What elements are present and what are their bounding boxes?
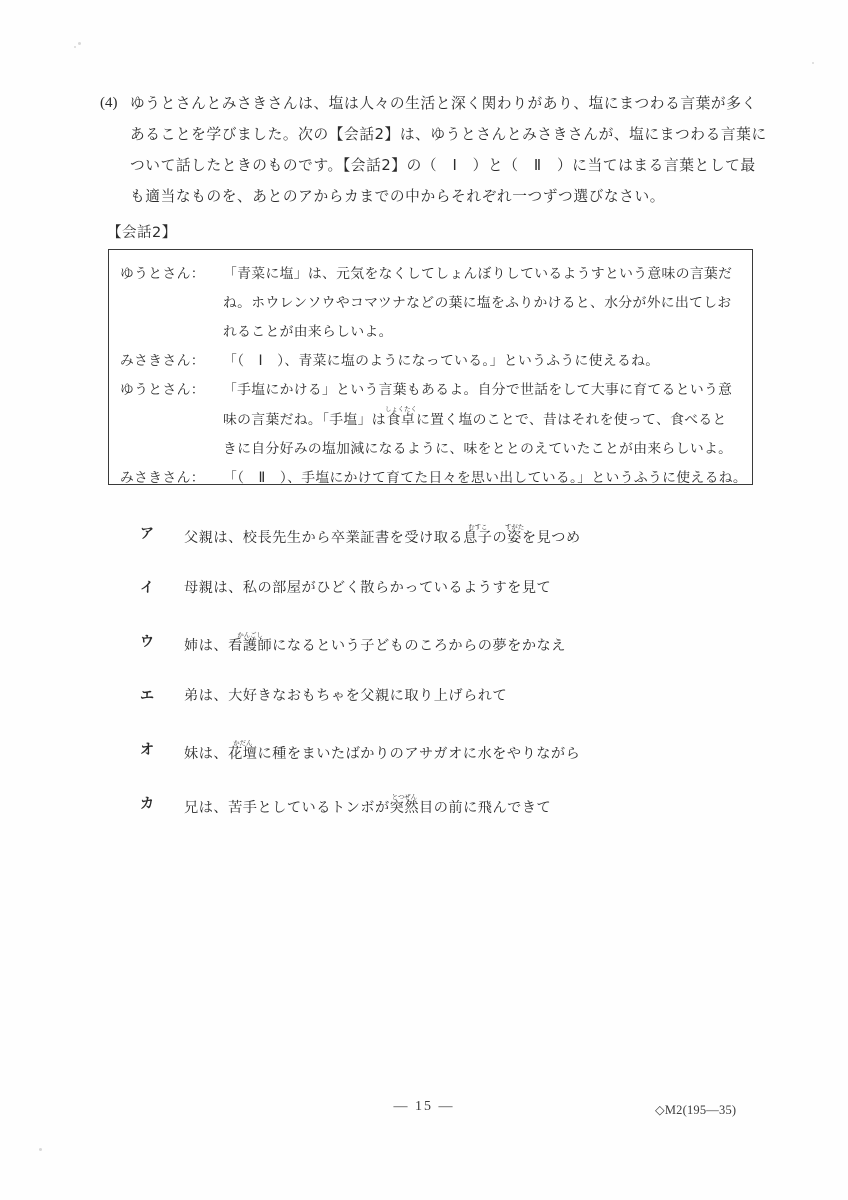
- furigana: すがた: [504, 523, 525, 531]
- choice-text: 母親は、私の部屋がひどく散らかっているようすを見て: [184, 580, 552, 596]
- question-line: [100, 119, 767, 150]
- question-prompt: [100, 88, 767, 212]
- utterance-line: れることが由来らしいよ。: [223, 324, 393, 340]
- indent-spacer: [100, 181, 130, 212]
- speaker-utterance: [223, 260, 742, 347]
- choice-key: イ: [140, 580, 155, 596]
- furigana: とつぜん: [389, 793, 420, 801]
- conversation-content: [109, 250, 752, 493]
- question-line-text: も適当なものを、あとのアからカまでの中からそれぞれ一つずつ選びなさい。: [130, 188, 666, 205]
- choice-key: ウ: [140, 634, 155, 650]
- question-line: [100, 88, 760, 119]
- page-number: ― 15 ―: [393, 1099, 455, 1114]
- choice-key: ア: [140, 526, 155, 542]
- ruby-annotation: 看護師かんごし: [228, 631, 273, 654]
- choice-key: カ: [140, 796, 155, 812]
- question-line-text: ついて話したときのものです。【会話2】の（ Ⅰ ）と（ Ⅱ ）に当てはまる言葉として最: [130, 157, 756, 174]
- indent-spacer: [100, 119, 130, 150]
- indent-spacer: [100, 150, 130, 181]
- conversation-turn: [120, 260, 742, 347]
- choice-text: 姉は、看護師かんごしになるという子どものころからの夢をかなえ: [184, 631, 566, 654]
- scan-speck: [74, 46, 76, 48]
- question-number: (4): [100, 95, 118, 111]
- utterance-line: 「手塩にかける」という言葉もあるよ。自分で世話をして大事に育てるという意: [223, 382, 733, 398]
- answer-choice[interactable]: [140, 685, 760, 739]
- choice-text: 父親は、校長先生から卒業証書を受け取る息子むすこの姿すがたを見つめ: [184, 523, 581, 546]
- form-code: ◇M2(195―35): [655, 1103, 737, 1117]
- answer-choice-list: [140, 523, 760, 847]
- conversation-label: 【会話2】: [107, 225, 177, 241]
- utterance-line-ruby: 味の言葉だね。「手塩」は食卓しょくたくに置く塩のことで、昔はそれを使って、食べると: [223, 405, 727, 428]
- ruby-annotation: 食卓しょくたく: [384, 405, 417, 428]
- scan-speck: [78, 42, 81, 45]
- ruby-annotation: 突然とつぜん: [389, 793, 420, 816]
- question-line-text: ゆうとさんとみさきさんは、塩は人々の生活と深く関わりがあり、塩にまつわる言葉が多く: [130, 95, 757, 112]
- choice-key: エ: [140, 688, 155, 704]
- furigana: しょくたく: [384, 405, 417, 413]
- furigana: かだん: [228, 739, 258, 747]
- choice-text: 弟は、大好きなおもちゃを父親に取り上げられて: [184, 688, 508, 704]
- ruby-annotation: 花壇かだん: [228, 739, 258, 762]
- utterance-line: 「（ Ⅱ ）、手塩にかけて育てた日々を思い出している。」というふうに使えるね。: [223, 470, 748, 486]
- scan-speck: [39, 1148, 42, 1151]
- conversation-box: [108, 249, 753, 485]
- scan-speck: [812, 62, 814, 64]
- choice-key: オ: [140, 742, 155, 758]
- conversation-turn: [120, 376, 742, 464]
- ruby-annotation: 姿すがた: [504, 523, 525, 546]
- answer-choice[interactable]: [140, 577, 760, 631]
- speaker-utterance: [223, 464, 747, 493]
- utterance-line: きに自分好みの塩加減になるように、味をととのえていたことが由来らしいよ。: [223, 441, 733, 457]
- speaker-utterance: [223, 376, 742, 464]
- answer-choice[interactable]: [140, 523, 760, 577]
- furigana: むすこ: [463, 523, 493, 531]
- ruby-annotation: 息子むすこ: [463, 523, 493, 546]
- question-line: [100, 181, 760, 212]
- utterance-line: 「青菜に塩」は、元気をなくしてしょんぼりしているようすという意味の言葉だ: [223, 266, 733, 282]
- speaker-utterance: [223, 347, 742, 376]
- choice-text: 兄は、苦手としているトンボが突然とつぜん目の前に飛んできて: [184, 793, 552, 816]
- speaker-name: みさきさん：: [120, 470, 205, 486]
- question-line: [100, 150, 760, 181]
- speaker-name: みさきさん：: [120, 353, 205, 369]
- speaker-name: ゆうとさん：: [120, 382, 205, 398]
- conversation-turn: [120, 347, 742, 376]
- answer-choice[interactable]: [140, 631, 760, 685]
- answer-choice[interactable]: [140, 739, 760, 793]
- question-line-text: あることを学びました。次の【会話2】は、ゆうとさんとみさきさんが、塩にまつわる言葉に: [130, 126, 767, 143]
- utterance-line: 「（ Ⅰ ）、青菜に塩のようになっている。」というふうに使えるね。: [223, 353, 660, 369]
- answer-choice[interactable]: [140, 793, 760, 847]
- speaker-name: ゆうとさん：: [120, 266, 205, 282]
- furigana: かんごし: [228, 631, 273, 639]
- choice-text: 妹は、花壇かだんに種をまいたばかりのアサガオに水をやりながら: [184, 739, 581, 762]
- conversation-turn: [120, 464, 748, 493]
- utterance-line: ね。ホウレンソウやコマツナなどの葉に塩をふりかけると、水分が外に出てしお: [223, 295, 732, 311]
